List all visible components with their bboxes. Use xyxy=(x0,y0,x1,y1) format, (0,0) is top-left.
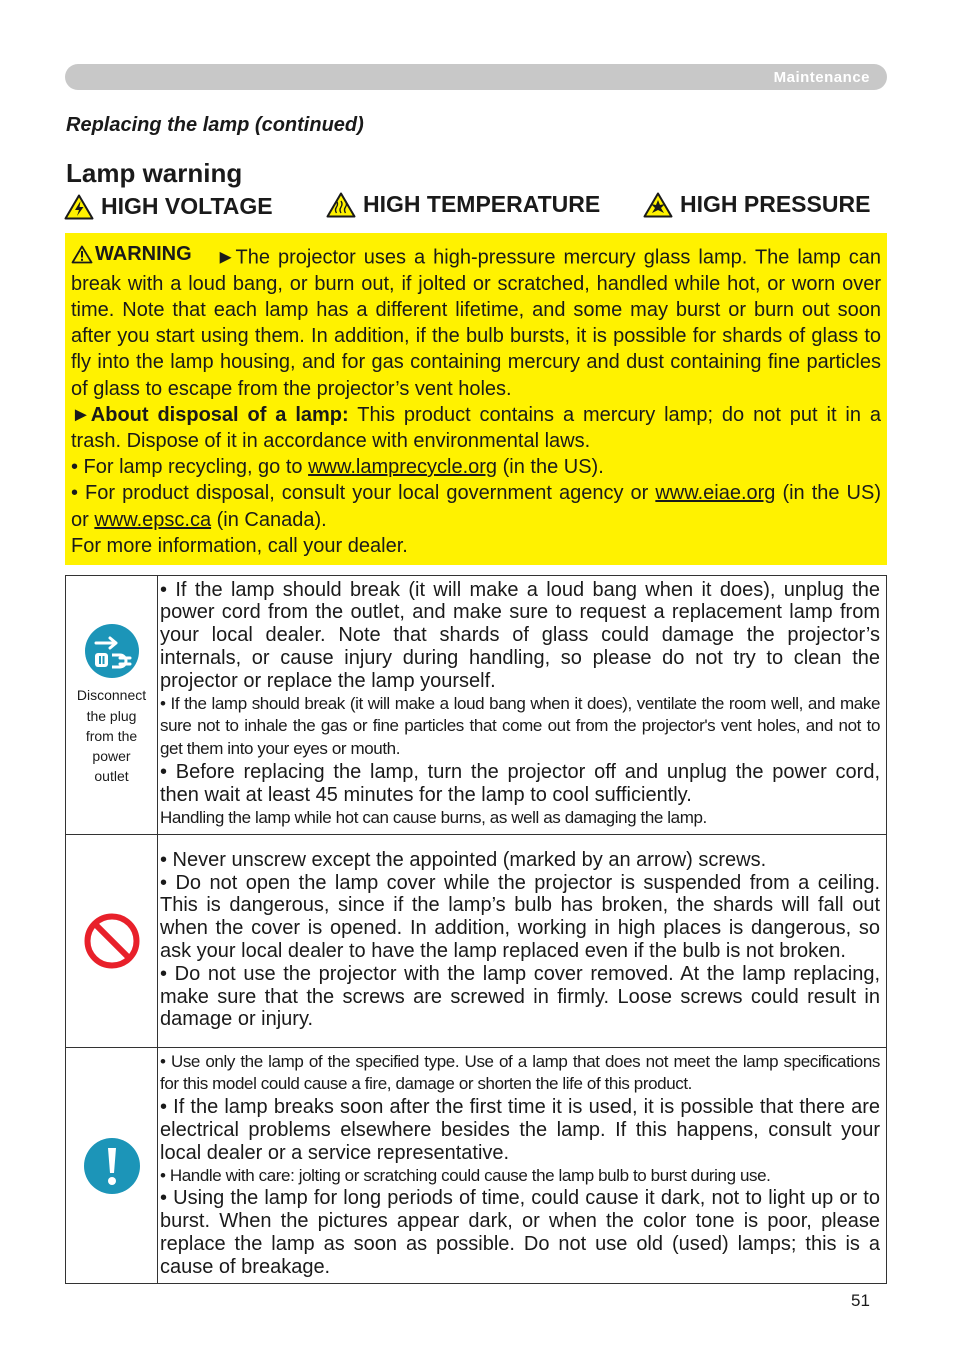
warning-arrow: ► xyxy=(215,246,236,269)
table-row xyxy=(66,835,887,1048)
icon-caption xyxy=(66,685,157,786)
warning-text: The projector uses a high-pressure mercury glass lamp. The lamp can break with a loud bang, or burn out, if jolted or scratched, handled while hot, or worn over time. Note that each lamp has a different lifetime, and some may burst or burn out soon after you start using them. In addition, if the bulb bursts, it is possible for shards of glass to fly into the lamp housing, and for gas containing mercury and dust containing fine particles of glass to escape from the projector’s vent holes. xyxy=(71,246,882,400)
recycle-suffix: (in the US). xyxy=(502,456,604,479)
list-item: • Never unscrew except the appointed (marked by an arrow) screws. xyxy=(160,848,767,871)
dealer-text: For more information, call your dealer. xyxy=(71,534,408,557)
disconnect-plug-icon xyxy=(84,623,140,679)
hazard-label: HIGH PRESSURE xyxy=(680,191,871,217)
list-item: • Do not open the lamp cover while the projector is suspended from a ceiling. This is dangerous, since if the lamp’s bulb has broken, the shards will fall out when the cover is opened. In addition, working in high places is dangerous, so ask your local dealer to have the lamp replaced even if the bulb is not broken. xyxy=(160,871,880,962)
caption-line: from the xyxy=(85,727,138,744)
hazard-label: HIGH VOLTAGE xyxy=(101,193,273,219)
icon-cell xyxy=(66,576,158,835)
product-disposal-text: • For product disposal, consult your local government agency or xyxy=(71,482,649,505)
exclamation-icon xyxy=(83,1137,141,1195)
list-item: • If the lamp breaks soon after the first time it is used, it is possible that there are electrical problems elsewhere besides the lamp. If this happens, consult your local dealer or a service representative. xyxy=(160,1096,880,1164)
epsc-link[interactable]: www.epsc.ca xyxy=(94,508,212,531)
list-item: • Before replacing the lamp, turn the projector off and unplug the power cord, then wait at least 45 minutes for the lamp to cool sufficiently. xyxy=(160,760,880,806)
hazard-high-temperature xyxy=(326,191,600,218)
warning-box xyxy=(65,233,887,565)
icon-cell xyxy=(66,1048,158,1284)
eiae-link[interactable]: www.eiae.org xyxy=(655,482,776,505)
warning-triangle-icon xyxy=(71,245,93,264)
prohibition-icon xyxy=(83,912,141,970)
list-item: • If the lamp should break (it will make a loud bang when it does), unplug the power cord from the outlet, and make sure to request a replacement lamp from your local dealer. Note that shards of glass could damage the projector’s internals, or cause injury during handling, so please do not try to clean the projector or replace the lamp yourself. xyxy=(160,578,880,692)
product-disposal-mid: (in the US) or xyxy=(71,482,882,531)
list-item: • Do not use the projector with the lamp cover removed. At the lamp replacing, make sure that the screws are screwed in firmly. Loose screws could result in damage or injury. xyxy=(160,962,880,1031)
list-item: Handling the lamp while hot can cause burns, as well as damaging the lamp. xyxy=(160,807,707,827)
high-voltage-warning-icon xyxy=(64,194,94,220)
list-item: • Use only the lamp of the specified type. Use of a lamp that does not meet the lamp specifications for this model could cause a fire, damage or shorten the life of this product. xyxy=(160,1051,880,1094)
lamprecycle-link[interactable]: www.lamprecycle.org xyxy=(308,456,498,479)
section-header-bar xyxy=(65,64,887,90)
page-subtitle: Replacing the lamp (continued) xyxy=(66,114,364,136)
caption-line: the plug xyxy=(86,707,137,724)
high-pressure-warning-icon xyxy=(643,192,673,218)
disposal-heading: About disposal of a lamp: xyxy=(90,403,349,426)
warning-label xyxy=(71,241,192,267)
page-number: 51 xyxy=(851,1291,870,1310)
list-item: • Using the lamp for long periods of time, could cause it dark, not to light up or to burst. When the pictures appear dark, or when the color tone is poor, please replace the lamp as soon as possible. Do not use old (used) lamps; this is a cause of breakage. xyxy=(160,1187,880,1278)
product-disposal-suffix: (in Canada). xyxy=(216,508,327,531)
disposal-arrow: ► xyxy=(71,403,91,426)
hazard-high-voltage xyxy=(64,193,273,220)
list-item: • If the lamp should break (it will make a loud bang when it does), ventilate the room well, and make sure not to inhale the gas or fine particles that come out from the projector's vent holes, and not to get them into your eyes or mouth. xyxy=(160,693,880,759)
icon-cell xyxy=(66,835,158,1048)
text-cell xyxy=(158,835,887,1048)
text-cell xyxy=(158,576,887,835)
hazard-high-pressure xyxy=(643,191,870,218)
page-title: Lamp warning xyxy=(66,158,243,188)
table-row xyxy=(66,576,887,835)
safety-table xyxy=(65,575,887,1284)
warning-word: WARNING xyxy=(95,243,192,265)
recycle-text: • For lamp recycling, go to xyxy=(71,456,303,479)
disposal-text: This product contains a mercury lamp; do not put it in a trash. Dispose of it in accordance with environmental laws. xyxy=(71,403,882,453)
text-cell xyxy=(158,1048,887,1284)
table-row xyxy=(66,1048,887,1284)
hazard-label: HIGH TEMPERATURE xyxy=(363,191,601,217)
caption-line: outlet xyxy=(94,768,129,785)
list-item: • Handle with care: jolting or scratching could cause the lamp bulb to burst during use. xyxy=(160,1165,771,1185)
section-label: Maintenance xyxy=(773,69,870,86)
caption-line: Disconnect xyxy=(76,687,147,704)
high-temperature-warning-icon xyxy=(326,192,356,218)
caption-line: power xyxy=(92,748,131,765)
